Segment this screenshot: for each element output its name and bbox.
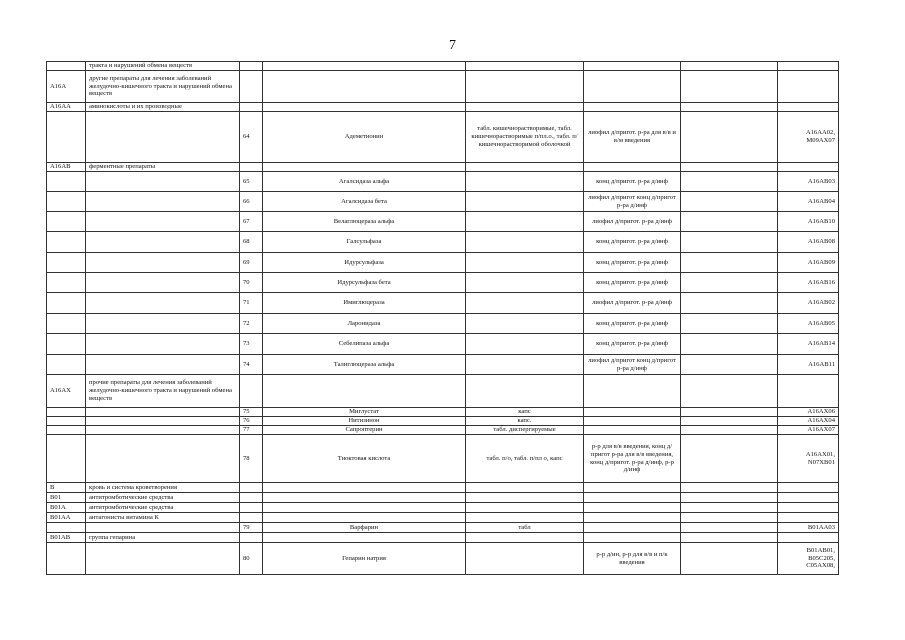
dosage-form-cell — [466, 273, 584, 293]
drug-name-cell: Адеметионин — [263, 112, 466, 163]
atc-classification-cell: A16AA02, M09AX07 — [778, 112, 839, 163]
group-description-cell — [86, 273, 240, 293]
row-number-cell: 79 — [240, 523, 263, 533]
empty-cell — [681, 273, 778, 293]
dosage-form-cell — [466, 533, 584, 543]
dosage-form-cell: табл. кишечнорастворимые, табл. кишечнорастворимые п/пл.о., табл. п/кишечнорастворимой оболочкой — [466, 112, 584, 163]
dosage-form-injection-cell — [584, 513, 681, 523]
dosage-form-cell — [466, 293, 584, 314]
table-row — [47, 533, 839, 543]
atc-code-cell: B01AB — [47, 533, 86, 543]
atc-classification-cell — [778, 62, 839, 71]
atc-code-cell — [47, 293, 86, 314]
drug-name-cell: Сапроптерин — [263, 426, 466, 435]
dosage-form-injection-cell — [584, 426, 681, 435]
table-row — [47, 62, 839, 71]
empty-cell — [681, 513, 778, 523]
empty-cell — [681, 426, 778, 435]
drug-name-cell: Велаглюцераза альфа — [263, 212, 466, 232]
empty-cell — [681, 212, 778, 232]
drug-name-cell — [263, 493, 466, 503]
dosage-form-injection-cell: лиофил д/пригот. р-ра д/инф — [584, 212, 681, 232]
group-description-cell: другие препараты для лечения заболеваний желудочно-кишечного тракта и нарушений обмена веществ — [86, 71, 240, 103]
dosage-form-cell — [466, 192, 584, 212]
atc-code-cell — [47, 62, 86, 71]
table-row — [47, 232, 839, 253]
dosage-form-injection-cell — [584, 408, 681, 417]
atc-code-cell: A16A — [47, 71, 86, 103]
atc-classification-cell: A16AX07 — [778, 426, 839, 435]
row-number-cell: 70 — [240, 273, 263, 293]
atc-classification-cell: A16AB02 — [778, 293, 839, 314]
empty-cell — [681, 355, 778, 375]
table-row — [47, 523, 839, 533]
atc-code-cell — [47, 417, 86, 426]
row-number-cell: 64 — [240, 112, 263, 163]
dosage-form-cell — [466, 71, 584, 103]
drug-name-cell: Ларонидаза — [263, 314, 466, 334]
empty-cell — [681, 375, 778, 408]
dosage-form-cell: табл — [466, 523, 584, 533]
dosage-form-cell: капс — [466, 408, 584, 417]
atc-code-cell: B01 — [47, 493, 86, 503]
row-number-cell: 73 — [240, 334, 263, 355]
drug-name-cell: Галсульфаза — [263, 232, 466, 253]
atc-classification-cell — [778, 375, 839, 408]
dosage-form-cell — [466, 503, 584, 513]
atc-code-cell — [47, 232, 86, 253]
atc-code-cell — [47, 435, 86, 483]
empty-cell — [681, 523, 778, 533]
group-description-cell — [86, 435, 240, 483]
dosage-form-cell — [466, 483, 584, 493]
table-row — [47, 71, 839, 103]
table-row — [47, 355, 839, 375]
atc-classification-cell — [778, 503, 839, 513]
row-number-cell — [240, 62, 263, 71]
group-description-cell: ферментные препараты — [86, 163, 240, 172]
dosage-form-cell — [466, 355, 584, 375]
dosage-form-injection-cell: лиофил д/пригот. р-ра д/инф — [584, 293, 681, 314]
drug-name-cell: Тиоктовая кислота — [263, 435, 466, 483]
drug-name-cell — [263, 483, 466, 493]
atc-code-cell — [47, 112, 86, 163]
atc-classification-cell: B01AB01, B05C205, C05AX08, — [778, 543, 839, 575]
drug-name-cell: Имиглюцераза — [263, 293, 466, 314]
row-number-cell — [240, 513, 263, 523]
drug-name-cell — [263, 71, 466, 103]
empty-cell — [681, 417, 778, 426]
drug-name-cell: Талиглюцераза альфа — [263, 355, 466, 375]
table-row — [47, 163, 839, 172]
empty-cell — [681, 103, 778, 112]
drug-name-cell: Агалсидаза альфа — [263, 172, 466, 192]
dosage-form-injection-cell — [584, 71, 681, 103]
row-number-cell: 71 — [240, 293, 263, 314]
row-number-cell: 65 — [240, 172, 263, 192]
dosage-form-injection-cell: р-р д/ин, р-р для в/в и п/к введения — [584, 543, 681, 575]
row-number-cell — [240, 503, 263, 513]
atc-code-cell — [47, 212, 86, 232]
row-number-cell: 72 — [240, 314, 263, 334]
row-number-cell — [240, 103, 263, 112]
row-number-cell: 80 — [240, 543, 263, 575]
empty-cell — [681, 62, 778, 71]
table-row — [47, 212, 839, 232]
row-number-cell — [240, 483, 263, 493]
dosage-form-cell — [466, 253, 584, 273]
group-description-cell — [86, 172, 240, 192]
group-description-cell — [86, 293, 240, 314]
dosage-form-injection-cell — [584, 533, 681, 543]
empty-cell — [681, 483, 778, 493]
group-description-cell — [86, 355, 240, 375]
group-description-cell — [86, 417, 240, 426]
row-number-cell: 76 — [240, 417, 263, 426]
atc-classification-cell — [778, 533, 839, 543]
group-description-cell — [86, 426, 240, 435]
dosage-form-cell — [466, 543, 584, 575]
table-row — [47, 192, 839, 212]
empty-cell — [681, 493, 778, 503]
atc-code-cell — [47, 426, 86, 435]
group-description-cell — [86, 112, 240, 163]
atc-classification-cell — [778, 513, 839, 523]
table-row — [47, 408, 839, 417]
drug-name-cell: Себелипаза альфа — [263, 334, 466, 355]
row-number-cell: 66 — [240, 192, 263, 212]
row-number-cell — [240, 163, 263, 172]
atc-classification-cell: A16AB08 — [778, 232, 839, 253]
table-row — [47, 253, 839, 273]
dosage-form-injection-cell — [584, 103, 681, 112]
empty-cell — [681, 112, 778, 163]
group-description-cell — [86, 523, 240, 533]
atc-code-cell — [47, 543, 86, 575]
drug-name-cell: Идурсульфаза бета — [263, 273, 466, 293]
empty-cell — [681, 293, 778, 314]
row-number-cell — [240, 375, 263, 408]
empty-cell — [681, 408, 778, 417]
drug-name-cell: Нитизинон — [263, 417, 466, 426]
dosage-form-cell — [466, 232, 584, 253]
group-description-cell: группа гепарина — [86, 533, 240, 543]
atc-code-cell — [47, 408, 86, 417]
dosage-form-injection-cell: р-р для в/в введения, конц д/пригот р-ра для в/в введения, конц д/пригот. р-ра д/инф, р-р д/инф — [584, 435, 681, 483]
dosage-form-injection-cell: конц д/пригот. р-ра д/инф — [584, 232, 681, 253]
dosage-form-injection-cell — [584, 503, 681, 513]
dosage-form-cell — [466, 493, 584, 503]
atc-classification-cell: A16AX01, N07XB01 — [778, 435, 839, 483]
group-description-cell: тракта и нарушений обмена веществ — [86, 62, 240, 71]
atc-classification-cell: A16AX06 — [778, 408, 839, 417]
dosage-form-cell — [466, 375, 584, 408]
table-row — [47, 483, 839, 493]
dosage-form-injection-cell: конц д/пригот. р-ра д/инф — [584, 334, 681, 355]
dosage-form-cell — [466, 314, 584, 334]
empty-cell — [681, 232, 778, 253]
atc-classification-cell: A16AB04 — [778, 192, 839, 212]
empty-cell — [681, 435, 778, 483]
dosage-form-injection-cell: конц д/пригот. р-ра д/инф — [584, 314, 681, 334]
group-description-cell — [86, 314, 240, 334]
dosage-form-injection-cell: лиофил д/пригот. р-ра для в/в и в/м введения — [584, 112, 681, 163]
row-number-cell — [240, 71, 263, 103]
drug-name-cell: Агалсидаза бета — [263, 192, 466, 212]
group-description-cell: прочие препараты для лечения заболеваний желудочно-кишечного тракта и нарушений обмена веществ — [86, 375, 240, 408]
atc-code-cell: A16AB — [47, 163, 86, 172]
drug-name-cell — [263, 375, 466, 408]
atc-code-cell — [47, 172, 86, 192]
atc-classification-cell: B01AA03 — [778, 523, 839, 533]
dosage-form-injection-cell — [584, 375, 681, 408]
table-row — [47, 172, 839, 192]
row-number-cell: 69 — [240, 253, 263, 273]
table-row — [47, 293, 839, 314]
dosage-form-injection-cell — [584, 493, 681, 503]
atc-classification-cell: A16AB10 — [778, 212, 839, 232]
drug-name-cell — [263, 503, 466, 513]
drug-name-cell: Миглустат — [263, 408, 466, 417]
atc-code-cell — [47, 355, 86, 375]
drug-name-cell — [263, 533, 466, 543]
atc-code-cell: A16AX — [47, 375, 86, 408]
atc-code-cell — [47, 523, 86, 533]
dosage-form-injection-cell: конц д/пригот. р-ра д/инф — [584, 273, 681, 293]
group-description-cell: антитромботические средства — [86, 503, 240, 513]
atc-code-cell: A16AA — [47, 103, 86, 112]
group-description-cell — [86, 192, 240, 212]
atc-classification-cell: A16AX04 — [778, 417, 839, 426]
table-row — [47, 435, 839, 483]
empty-cell — [681, 543, 778, 575]
atc-code-cell: B01AA — [47, 513, 86, 523]
row-number-cell: 74 — [240, 355, 263, 375]
group-description-cell: антагонисты витамина К — [86, 513, 240, 523]
dosage-form-cell: табл. п/о, табл. п/пл о, капс — [466, 435, 584, 483]
row-number-cell: 67 — [240, 212, 263, 232]
empty-cell — [681, 533, 778, 543]
drug-registry-table — [46, 61, 839, 575]
atc-classification-cell: A16AB09 — [778, 253, 839, 273]
drug-name-cell — [263, 513, 466, 523]
group-description-cell: антитромботические средства — [86, 493, 240, 503]
atc-code-cell: B — [47, 483, 86, 493]
empty-cell — [681, 163, 778, 172]
row-number-cell — [240, 533, 263, 543]
empty-cell — [681, 314, 778, 334]
dosage-form-cell — [466, 212, 584, 232]
table-row — [47, 493, 839, 503]
drug-name-cell: Идурсульфаза — [263, 253, 466, 273]
dosage-form-cell — [466, 334, 584, 355]
atc-classification-cell: A16AB11 — [778, 355, 839, 375]
atc-classification-cell — [778, 103, 839, 112]
atc-classification-cell — [778, 483, 839, 493]
empty-cell — [681, 334, 778, 355]
dosage-form-cell — [466, 172, 584, 192]
dosage-form-injection-cell: конц д/пригот. р-ра д/инф — [584, 172, 681, 192]
empty-cell — [681, 503, 778, 513]
table-row — [47, 426, 839, 435]
table-row — [47, 503, 839, 513]
atc-classification-cell — [778, 163, 839, 172]
dosage-form-cell — [466, 513, 584, 523]
table-row — [47, 513, 839, 523]
group-description-cell: аминокислоты и их производные — [86, 103, 240, 112]
atc-classification-cell: A16AB03 — [778, 172, 839, 192]
table-row — [47, 334, 839, 355]
empty-cell — [681, 71, 778, 103]
row-number-cell — [240, 493, 263, 503]
dosage-form-injection-cell — [584, 62, 681, 71]
dosage-form-injection-cell — [584, 417, 681, 426]
atc-code-cell: B01A — [47, 503, 86, 513]
drug-name-cell — [263, 163, 466, 172]
group-description-cell: кровь и система кроветворения — [86, 483, 240, 493]
atc-code-cell — [47, 273, 86, 293]
group-description-cell — [86, 232, 240, 253]
table-row — [47, 417, 839, 426]
group-description-cell — [86, 543, 240, 575]
page-number: 7 — [449, 38, 456, 53]
row-number-cell: 68 — [240, 232, 263, 253]
empty-cell — [681, 253, 778, 273]
atc-classification-cell — [778, 71, 839, 103]
table-row — [47, 543, 839, 575]
drug-name-cell — [263, 62, 466, 71]
table-row — [47, 273, 839, 293]
dosage-form-injection-cell — [584, 163, 681, 172]
dosage-form-cell — [466, 103, 584, 112]
dosage-form-cell — [466, 62, 584, 71]
drug-name-cell: Варфарин — [263, 523, 466, 533]
group-description-cell — [86, 334, 240, 355]
atc-code-cell — [47, 253, 86, 273]
group-description-cell — [86, 253, 240, 273]
table-row — [47, 375, 839, 408]
dosage-form-injection-cell — [584, 523, 681, 533]
atc-classification-cell: A16AB05 — [778, 314, 839, 334]
atc-classification-cell — [778, 493, 839, 503]
row-number-cell: 77 — [240, 426, 263, 435]
dosage-form-cell — [466, 163, 584, 172]
group-description-cell — [86, 212, 240, 232]
dosage-form-injection-cell: конц д/пригот. р-ра д/инф — [584, 253, 681, 273]
drug-name-cell — [263, 103, 466, 112]
dosage-form-injection-cell: лиофил д/пригот конц д/пригот р-ра д/инф — [584, 192, 681, 212]
row-number-cell: 75 — [240, 408, 263, 417]
dosage-form-injection-cell — [584, 483, 681, 493]
atc-classification-cell: A16AB16 — [778, 273, 839, 293]
dosage-form-cell: капс. — [466, 417, 584, 426]
empty-cell — [681, 172, 778, 192]
table-row — [47, 112, 839, 163]
dosage-form-cell: табл. диспергируемые — [466, 426, 584, 435]
group-description-cell — [86, 408, 240, 417]
table-row — [47, 103, 839, 112]
table-row — [47, 314, 839, 334]
dosage-form-injection-cell: лиофил д/пригот конц д/пригот р-ра д/инф — [584, 355, 681, 375]
atc-code-cell — [47, 314, 86, 334]
drug-name-cell: Гепарин натрия — [263, 543, 466, 575]
atc-code-cell — [47, 192, 86, 212]
empty-cell — [681, 192, 778, 212]
atc-classification-cell: A16AB14 — [778, 334, 839, 355]
atc-code-cell — [47, 334, 86, 355]
row-number-cell: 78 — [240, 435, 263, 483]
